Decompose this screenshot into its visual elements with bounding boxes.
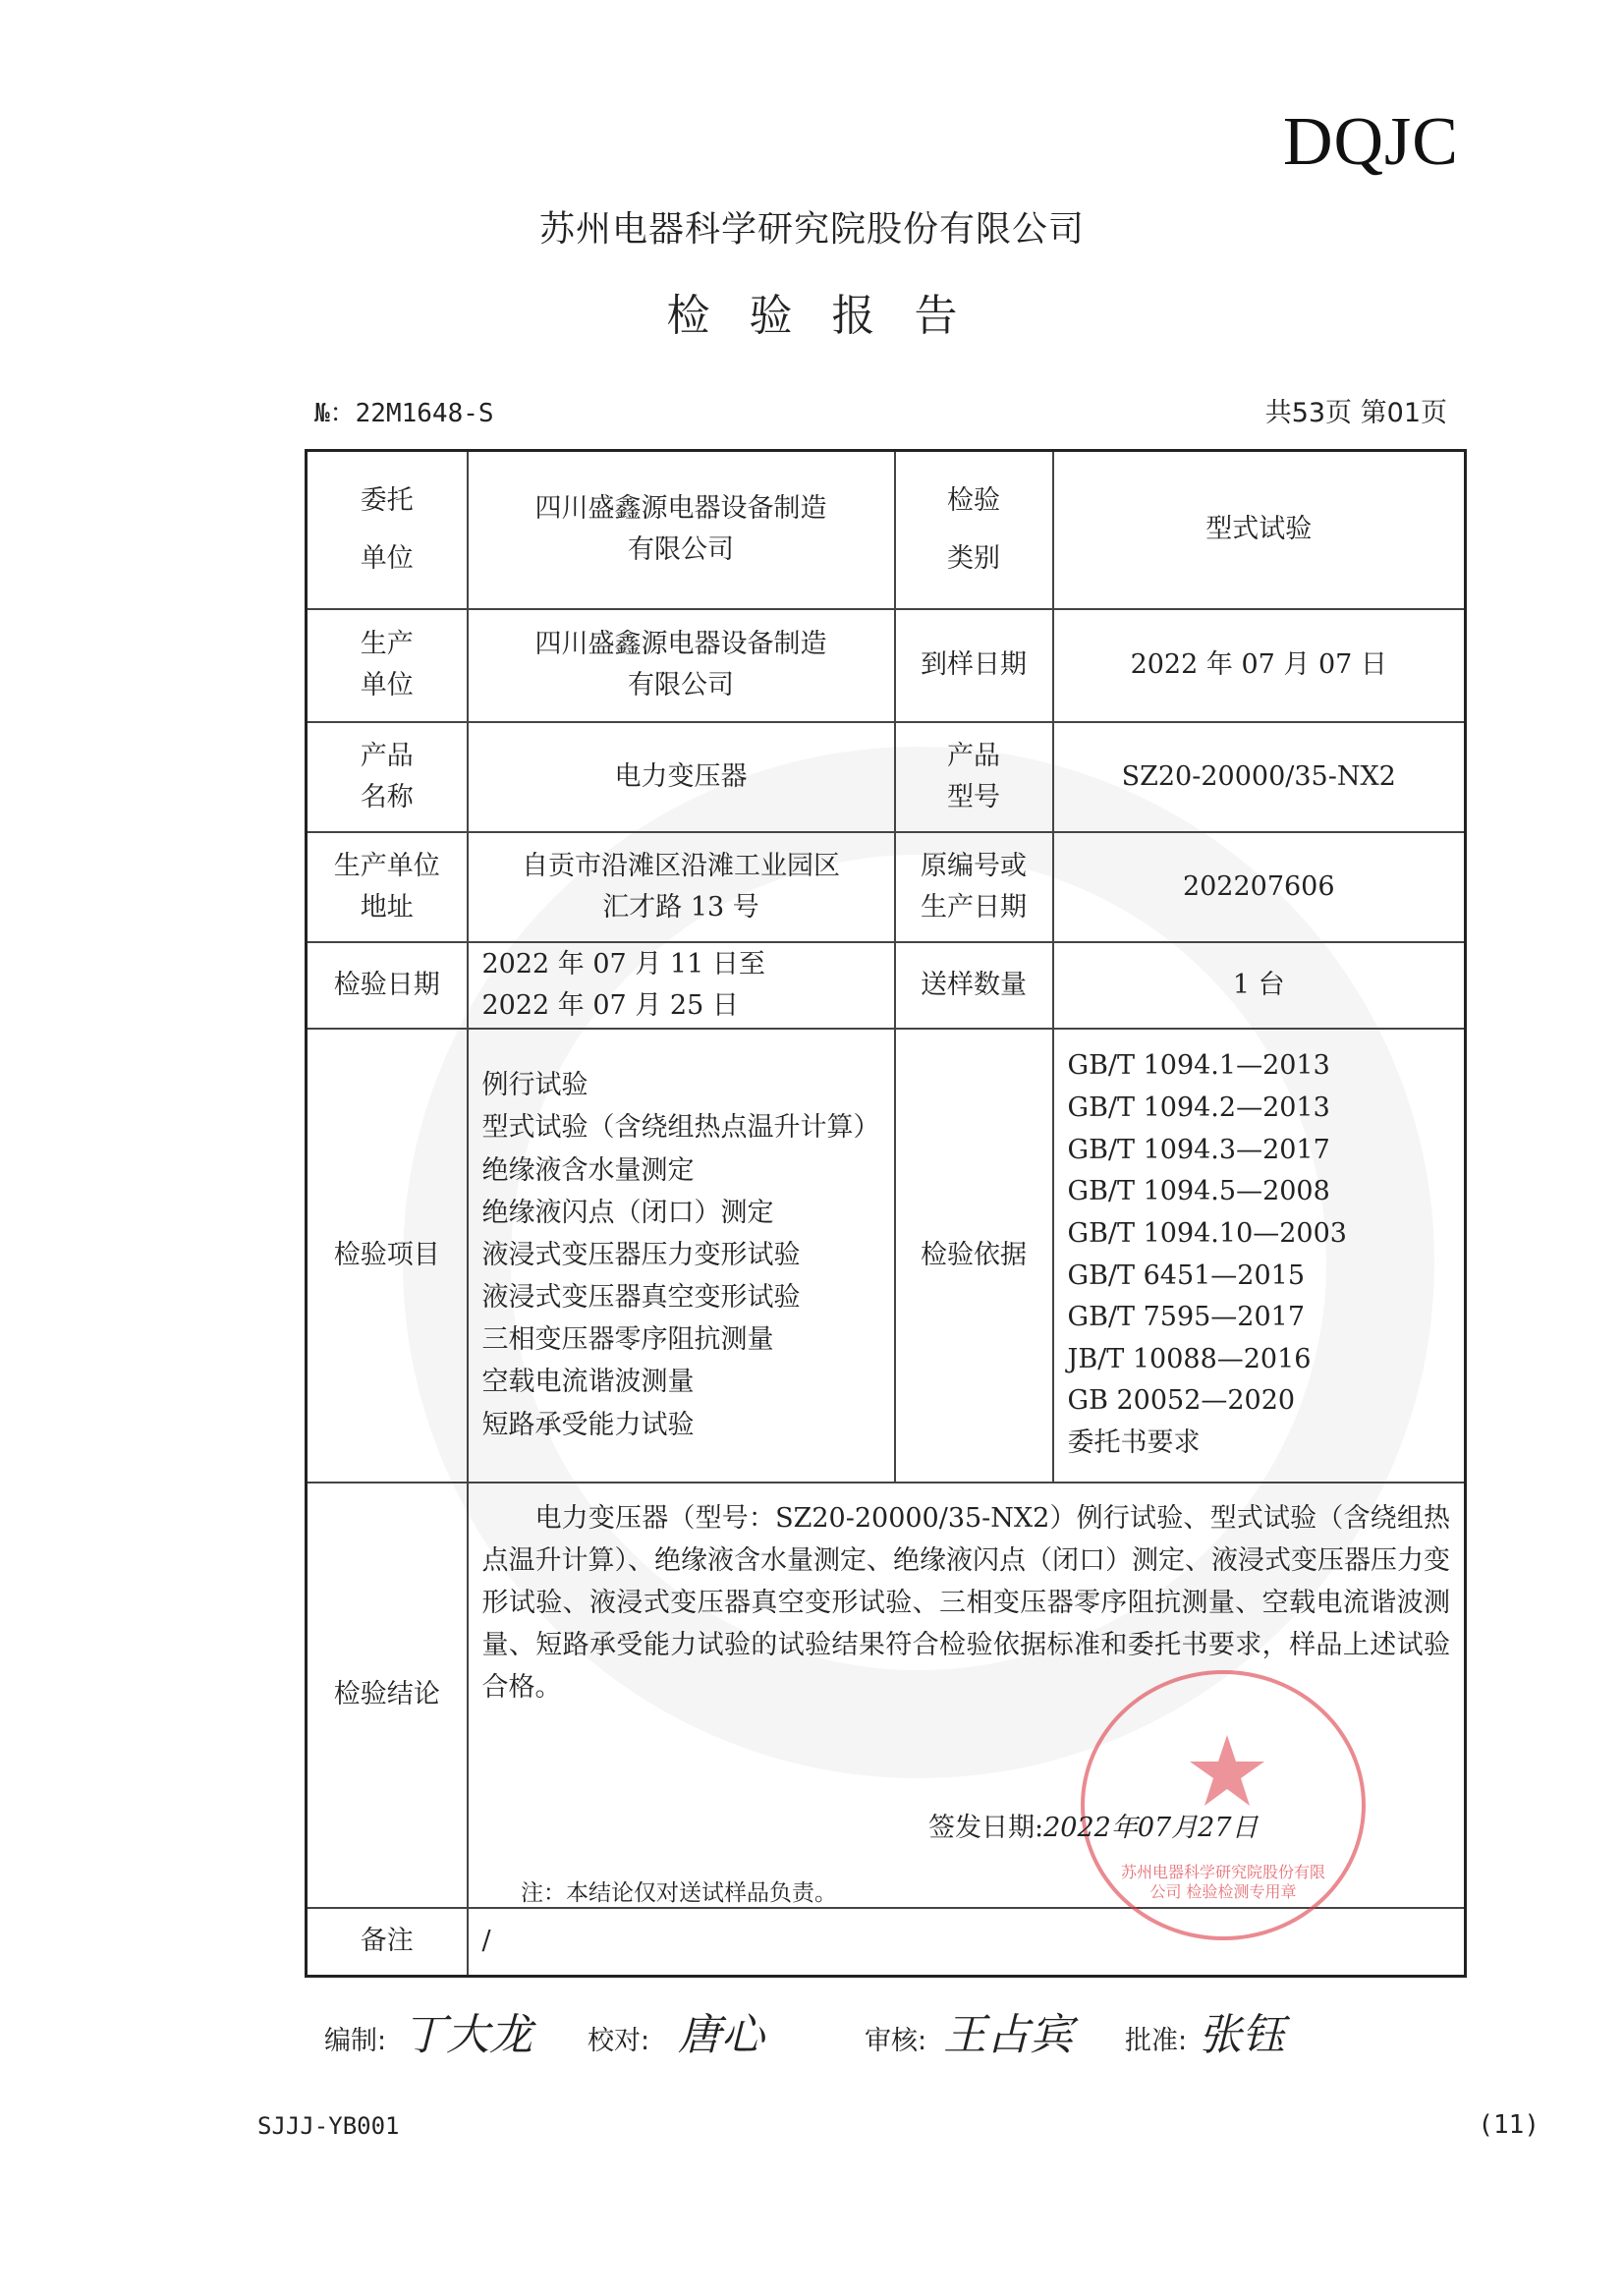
list-item: 例行试验 <box>481 1070 588 1101</box>
label: 到样日期 <box>895 609 1053 722</box>
test-items <box>468 1029 895 1483</box>
test-basis <box>1053 1029 1466 1483</box>
arrival-date: 2022 年 07 月 07 日 <box>1053 609 1466 722</box>
label: 检验结论 <box>307 1483 468 1908</box>
issue-date-value: 2022年07月27日 <box>1043 1813 1259 1843</box>
serial-number: 202207606 <box>1053 832 1466 942</box>
list-item: 液浸式变压器压力变形试验 <box>481 1239 801 1270</box>
label: 生产 单位 <box>307 609 468 722</box>
list-item: 绝缘液含水量测定 <box>481 1154 695 1186</box>
sample-quantity: 1 台 <box>1053 942 1466 1029</box>
review-label: 审核: <box>865 2026 927 2056</box>
list-item: 液浸式变压器真空变形试验 <box>481 1282 801 1314</box>
list-item: 型式试验（含绕组热点温升计算） <box>481 1112 880 1144</box>
list-item: GB 20052—2020 <box>1067 1385 1296 1417</box>
conclusion-text: 电力变压器（型号：SZ20-20000/35-NX2）例行试验、型式试验（含绕组热点温升计算）、绝缘液含水量测定、绝缘液闪点（闭口）测定、液浸式变压器压力变形试验、液浸式变压器真空变形试验、三相变压器零序阻抗测量、空载电流谐波测量、短路承受能力试验的试验结果符合检验依据标准和委托书要求，样品上述试验合格。 <box>481 1502 1450 1704</box>
list-item: GB/T 7595—2017 <box>1067 1302 1306 1333</box>
form-code: SJJJ-YB001 <box>257 2112 400 2140</box>
list-item: 空载电流谐波测量 <box>481 1367 695 1398</box>
label: 检验 类别 <box>895 451 1053 609</box>
list-item: GB/T 1094.3—2017 <box>1067 1134 1330 1165</box>
label: 委托 单位 <box>307 451 468 609</box>
check-signature: 唐心 <box>678 2010 764 2060</box>
list-item: GB/T 1094.2—2013 <box>1067 1092 1330 1123</box>
product-name: 电力变压器 <box>468 722 895 832</box>
approve-label: 批准: <box>1125 2026 1188 2056</box>
check-label: 校对: <box>588 2026 650 2056</box>
label: 产品 名称 <box>307 722 468 832</box>
review-signature: 王占宾 <box>943 2010 1073 2060</box>
note: 注：本结论仅对送试样品负责。 <box>521 1880 837 1906</box>
list-item: 绝缘液闪点（闭口）测定 <box>481 1197 774 1228</box>
compile-signature: 丁大龙 <box>403 2010 532 2060</box>
label: 备注 <box>307 1908 468 1977</box>
page-count: 共53页 第01页 <box>1264 398 1447 428</box>
label: 生产单位 地址 <box>307 832 468 942</box>
star-icon <box>1188 1733 1266 1808</box>
label: 检验依据 <box>895 1029 1053 1483</box>
compile-label: 编制: <box>324 2026 387 2056</box>
client: 四川盛鑫源电器设备制造 有限公司 <box>468 451 895 609</box>
list-item: GB/T 1094.1—2013 <box>1067 1050 1330 1082</box>
remark: / <box>468 1908 1466 1977</box>
test-dates: 2022 年 07 月 11 日至 2022 年 07 月 25 日 <box>468 942 895 1029</box>
label: 检验日期 <box>307 942 468 1029</box>
approve-signature: 张钰 <box>1199 2010 1285 2060</box>
list-item: GB/T 1094.5—2008 <box>1067 1176 1330 1207</box>
page-title: 检验报告 <box>666 291 997 341</box>
manufacturer: 四川盛鑫源电器设备制造 有限公司 <box>468 609 895 722</box>
label: 检验项目 <box>307 1029 468 1483</box>
list-item: 委托书要求 <box>1067 1427 1201 1459</box>
label: 原编号或 生产日期 <box>895 832 1053 942</box>
report-number: №：22M1648-S <box>314 399 494 428</box>
test-type: 型式试验 <box>1053 451 1466 609</box>
list-item: GB/T 1094.10—2003 <box>1067 1217 1347 1249</box>
stamp-text: 苏州电器科学研究院股份有限公司 检验检测专用章 <box>1120 1863 1325 1901</box>
product-model: SZ20-20000/35-NX2 <box>1053 722 1466 832</box>
company-name: 苏州电器科学研究院股份有限公司 <box>538 209 1085 250</box>
issue-date <box>928 1806 1259 1844</box>
list-item: 三相变压器零序阻抗测量 <box>481 1324 774 1356</box>
label: 产品 型号 <box>895 722 1053 832</box>
list-item: GB/T 6451—2015 <box>1067 1259 1306 1291</box>
logo: DQJC <box>1282 104 1459 180</box>
address: 自贡市沿滩区沿滩工业园区 汇才路 13 号 <box>468 832 895 942</box>
label: 送样数量 <box>895 942 1053 1029</box>
page-number: (11) <box>1478 2110 1540 2140</box>
list-item: JB/T 10088—2016 <box>1067 1343 1312 1374</box>
list-item: 短路承受能力试验 <box>481 1409 695 1440</box>
issue-date-label: 签发日期: <box>928 1813 1044 1843</box>
